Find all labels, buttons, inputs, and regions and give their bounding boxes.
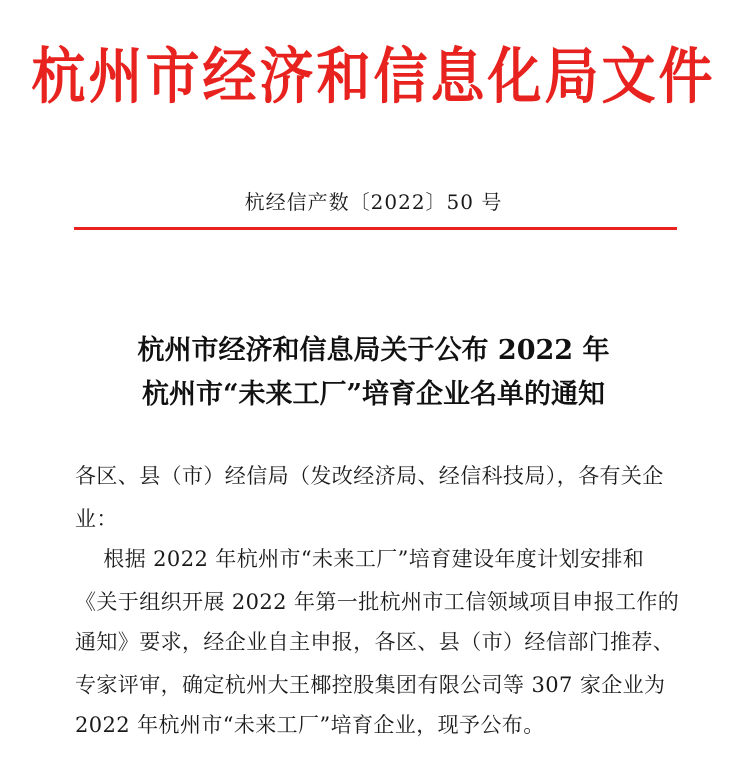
red-divider-line xyxy=(74,227,677,230)
notice-title-line-2: 杭州市“未来工厂”培育企业名单的通知 xyxy=(141,379,606,410)
body-line: 专家评审，确定杭州大王椰控股集团有限公司等 307 家企业为 xyxy=(75,673,666,697)
body-line: 《关于组织开展 2022 年第一批杭州市工信领域项目申报工作的 xyxy=(75,590,680,614)
document-number: 杭经信产数〔2022〕50 号 xyxy=(244,190,503,214)
body-line-addressee: 各区、县（市）经信局（发改经济局、经信科技局），各有关企 xyxy=(75,464,664,488)
body-line: 根据 2022 年杭州市“未来工厂”培育建设年度计划安排和 xyxy=(75,547,645,571)
body-line: 通知》要求，经企业自主申报，各区、县（市）经信部门推荐、 xyxy=(75,630,675,654)
body-line: 2022 年杭州市“未来工厂”培育企业，现予公布。 xyxy=(75,713,545,737)
body-line-addressee-cont: 业： xyxy=(75,507,118,531)
notice-title-line-1: 杭州市经济和信息局关于公布 2022 年 xyxy=(137,335,610,366)
masthead-title: 杭州市经济和信息化局文件 xyxy=(31,41,716,112)
